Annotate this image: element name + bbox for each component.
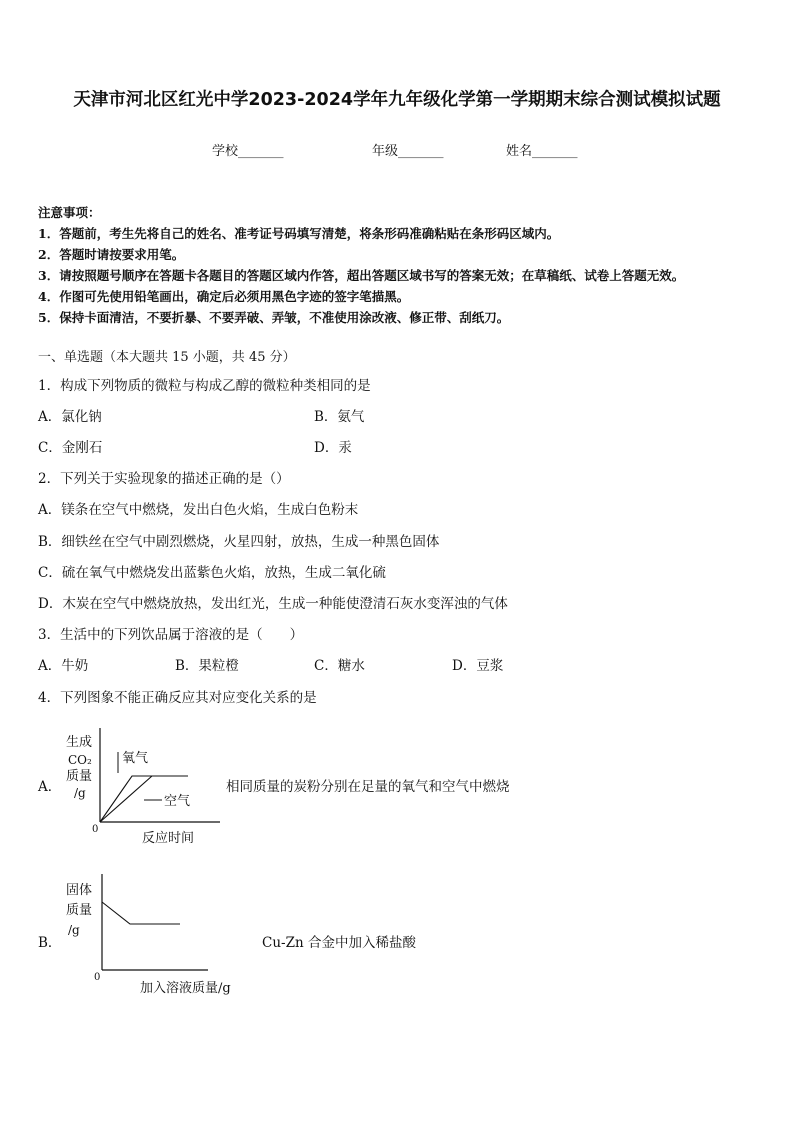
notice-item: 1．答题前，考生先将自己的姓名、准考证号码填写清楚，将条形码准确粘贴在条形码区域内。 bbox=[38, 226, 560, 241]
graph-b-ylabel: 固体 bbox=[66, 883, 93, 898]
notice-item: 5．保持卡面清洁，不要折暴、不要弄破、弄皱，不准使用涂改液、修正带、刮纸刀。 bbox=[38, 310, 510, 325]
option-letter: A． bbox=[38, 779, 62, 795]
notice-heading: 注意事项： bbox=[38, 205, 101, 220]
graph-a-figure bbox=[60, 728, 220, 848]
question-option: D．豆浆 bbox=[452, 658, 504, 674]
question-option: C．硫在氧气中燃烧发出蓝紫色火焰，放热，生成二氧化硫 bbox=[38, 565, 386, 581]
question-option: A．氯化钠 bbox=[38, 409, 102, 425]
graph-a-ylabel: /g bbox=[74, 786, 86, 800]
graph-a-ylabel: 生成 bbox=[66, 735, 93, 750]
question-option: B．氨气 bbox=[314, 409, 365, 425]
notice-item: 3．请按照题号顺序在答题卡各题目的答题区域内作答，超出答题区域书写的答案无效；在草稿纸、试卷上答题无效。 bbox=[38, 268, 685, 283]
graph-b-figure bbox=[62, 874, 252, 998]
page-title: 天津市河北区红光中学2023-2024学年九年级化学第一学期期末综合测试模拟试题 bbox=[73, 90, 721, 110]
notice-item: 2．答题时请按要求用笔。 bbox=[38, 247, 185, 262]
graph-b-ylabel: 质量 bbox=[66, 903, 93, 918]
graph-a-series-oxygen: 氧气 bbox=[122, 751, 149, 766]
question-option: B．细铁丝在空气中剧烈燃烧，火星四射，放热，生成一种黑色固体 bbox=[38, 534, 440, 550]
graph-a-caption: 相同质量的炭粉分别在足量的氧气和空气中燃烧 bbox=[226, 779, 510, 795]
question-option: B．果粒橙 bbox=[175, 658, 239, 674]
question-stem: 1．构成下列物质的微粒与构成乙醇的微粒种类相同的是 bbox=[38, 378, 371, 394]
graph-a-origin: 0 bbox=[92, 824, 99, 835]
question-option: C．糖水 bbox=[314, 658, 365, 674]
question-option: A．牛奶 bbox=[38, 658, 89, 674]
graph-b-ylabel: /g bbox=[68, 923, 80, 937]
name-field: 姓名_______ bbox=[506, 144, 578, 159]
question-option: C．金刚石 bbox=[38, 440, 103, 456]
grade-field: 年级_______ bbox=[372, 144, 444, 159]
question-stem: 4．下列图象不能正确反应其对应变化关系的是 bbox=[38, 690, 317, 706]
notice-block bbox=[38, 202, 778, 328]
graph-a-ylabel: 质量 bbox=[66, 769, 93, 784]
question-stem: 2．下列关于实验现象的描述正确的是（） bbox=[38, 471, 290, 487]
option-letter: B． bbox=[38, 935, 62, 951]
question-stem: 3．生活中的下列饮品属于溶液的是（ ） bbox=[38, 627, 304, 643]
question-option: D．汞 bbox=[314, 440, 352, 456]
graph-a-air-line bbox=[100, 776, 152, 822]
graph-a-series-air: 空气 bbox=[164, 794, 191, 809]
school-field: 学校_______ bbox=[212, 144, 284, 159]
graph-b-caption: Cu-Zn 合金中加入稀盐酸 bbox=[262, 935, 416, 951]
graph-a-xlabel: 反应时间 bbox=[142, 831, 195, 846]
graph-a-ylabel: CO₂ bbox=[68, 753, 92, 767]
notice-item: 4．作图可先使用铅笔画出，确定后必须用黑色字迹的签字笔描黑。 bbox=[38, 289, 410, 304]
graph-b-origin: 0 bbox=[94, 972, 101, 983]
question-option: A．镁条在空气中燃烧，发出白色火焰，生成白色粉末 bbox=[38, 502, 359, 518]
question-option: D．木炭在空气中燃烧放热，发出红光，生成一种能使澄清石灰水变浑浊的气体 bbox=[38, 596, 508, 612]
graph-b-solid-mass-line bbox=[102, 902, 180, 924]
graph-b-xlabel: 加入溶液质量/g bbox=[140, 981, 231, 996]
section-heading: 一、单选题（本大题共 15 小题，共 45 分） bbox=[38, 350, 296, 365]
